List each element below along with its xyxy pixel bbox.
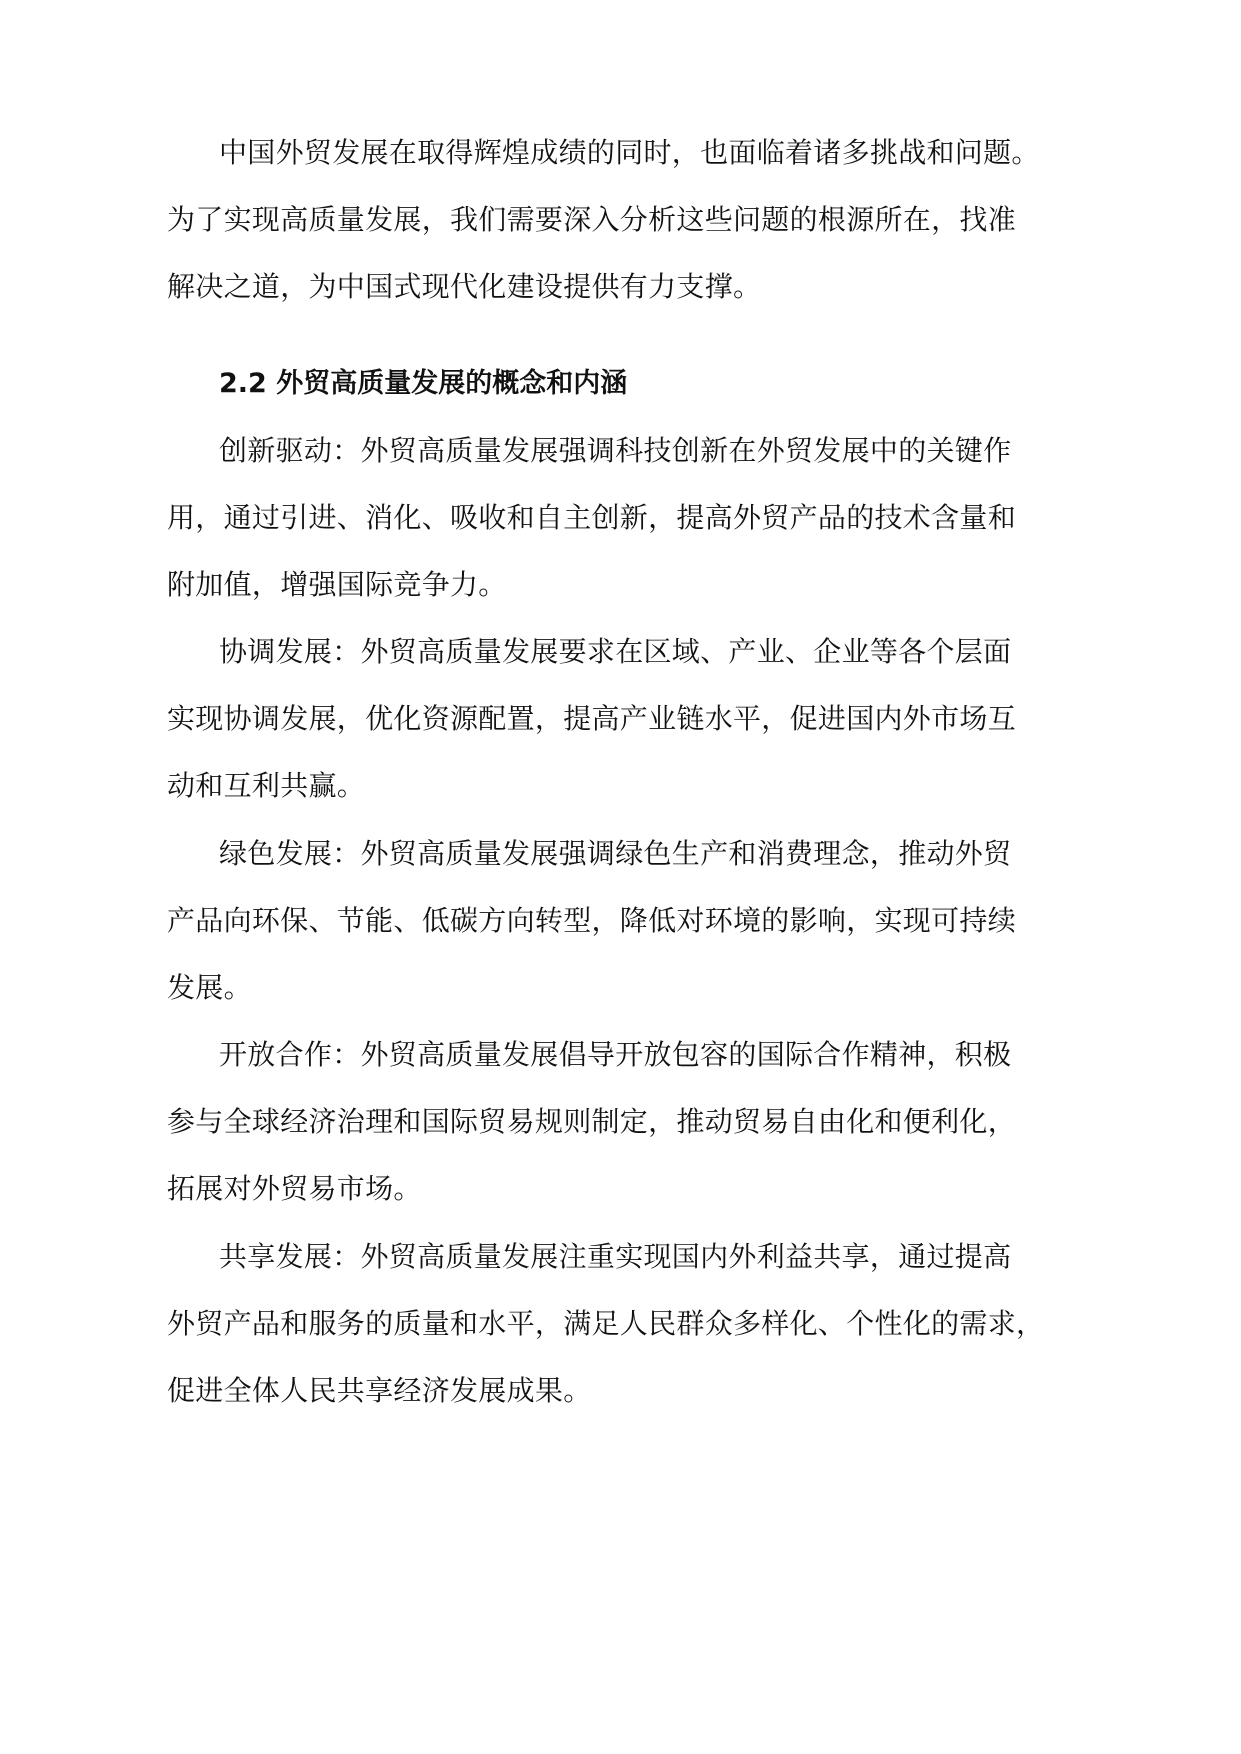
para-openness-line-1: 开放合作：外贸高质量发展倡导开放包容的国际合作精神，积极 bbox=[219, 1038, 1012, 1071]
para-innovation-line-1: 创新驱动：外贸高质量发展强调科技创新在外贸发展中的关键作 bbox=[219, 434, 1012, 467]
para-coordination-line-3: 动和互利共赢。 bbox=[167, 769, 366, 802]
para-openness-line-3: 拓展对外贸易市场。 bbox=[167, 1172, 422, 1205]
para-coordination-line-2: 实现协调发展，优化资源配置，提高产业链水平，促进国内外市场互 bbox=[167, 702, 1017, 735]
section-heading: 2.2 外贸高质量发展的概念和内涵 bbox=[219, 368, 628, 399]
para-coordination-line-1: 协调发展：外贸高质量发展要求在区域、产业、企业等各个层面 bbox=[219, 635, 1012, 668]
para-green-line-2: 产品向环保、节能、低碳方向转型，降低对环境的影响，实现可持续 bbox=[167, 904, 1017, 937]
para-innovation-line-3: 附加值，增强国际竞争力。 bbox=[167, 568, 507, 601]
para-innovation-line-2: 用，通过引进、消化、吸收和自主创新，提高外贸产品的技术含量和 bbox=[167, 501, 1017, 534]
para-sharing-line-2: 外贸产品和服务的质量和水平，满足人民群众多样化、个性化的需求， bbox=[167, 1307, 1045, 1340]
para-openness-line-2: 参与全球经济治理和国际贸易规则制定，推动贸易自由化和便利化， bbox=[167, 1105, 1017, 1138]
para-green-line-1: 绿色发展：外贸高质量发展强调绿色生产和消费理念，推动外贸 bbox=[219, 837, 1012, 870]
para-green-line-3: 发展。 bbox=[167, 971, 252, 1004]
para-sharing-line-1: 共享发展：外贸高质量发展注重实现国内外利益共享，通过提高 bbox=[219, 1240, 1012, 1273]
intro-line-3: 解决之道，为中国式现代化建设提供有力支撑。 bbox=[167, 270, 762, 303]
intro-line-2: 为了实现高质量发展，我们需要深入分析这些问题的根源所在，找准 bbox=[167, 203, 1017, 236]
para-sharing-line-3: 促进全体人民共享经济发展成果。 bbox=[167, 1374, 592, 1407]
intro-line-1: 中国外贸发展在取得辉煌成绩的同时，也面临着诸多挑战和问题。 bbox=[219, 136, 1040, 169]
